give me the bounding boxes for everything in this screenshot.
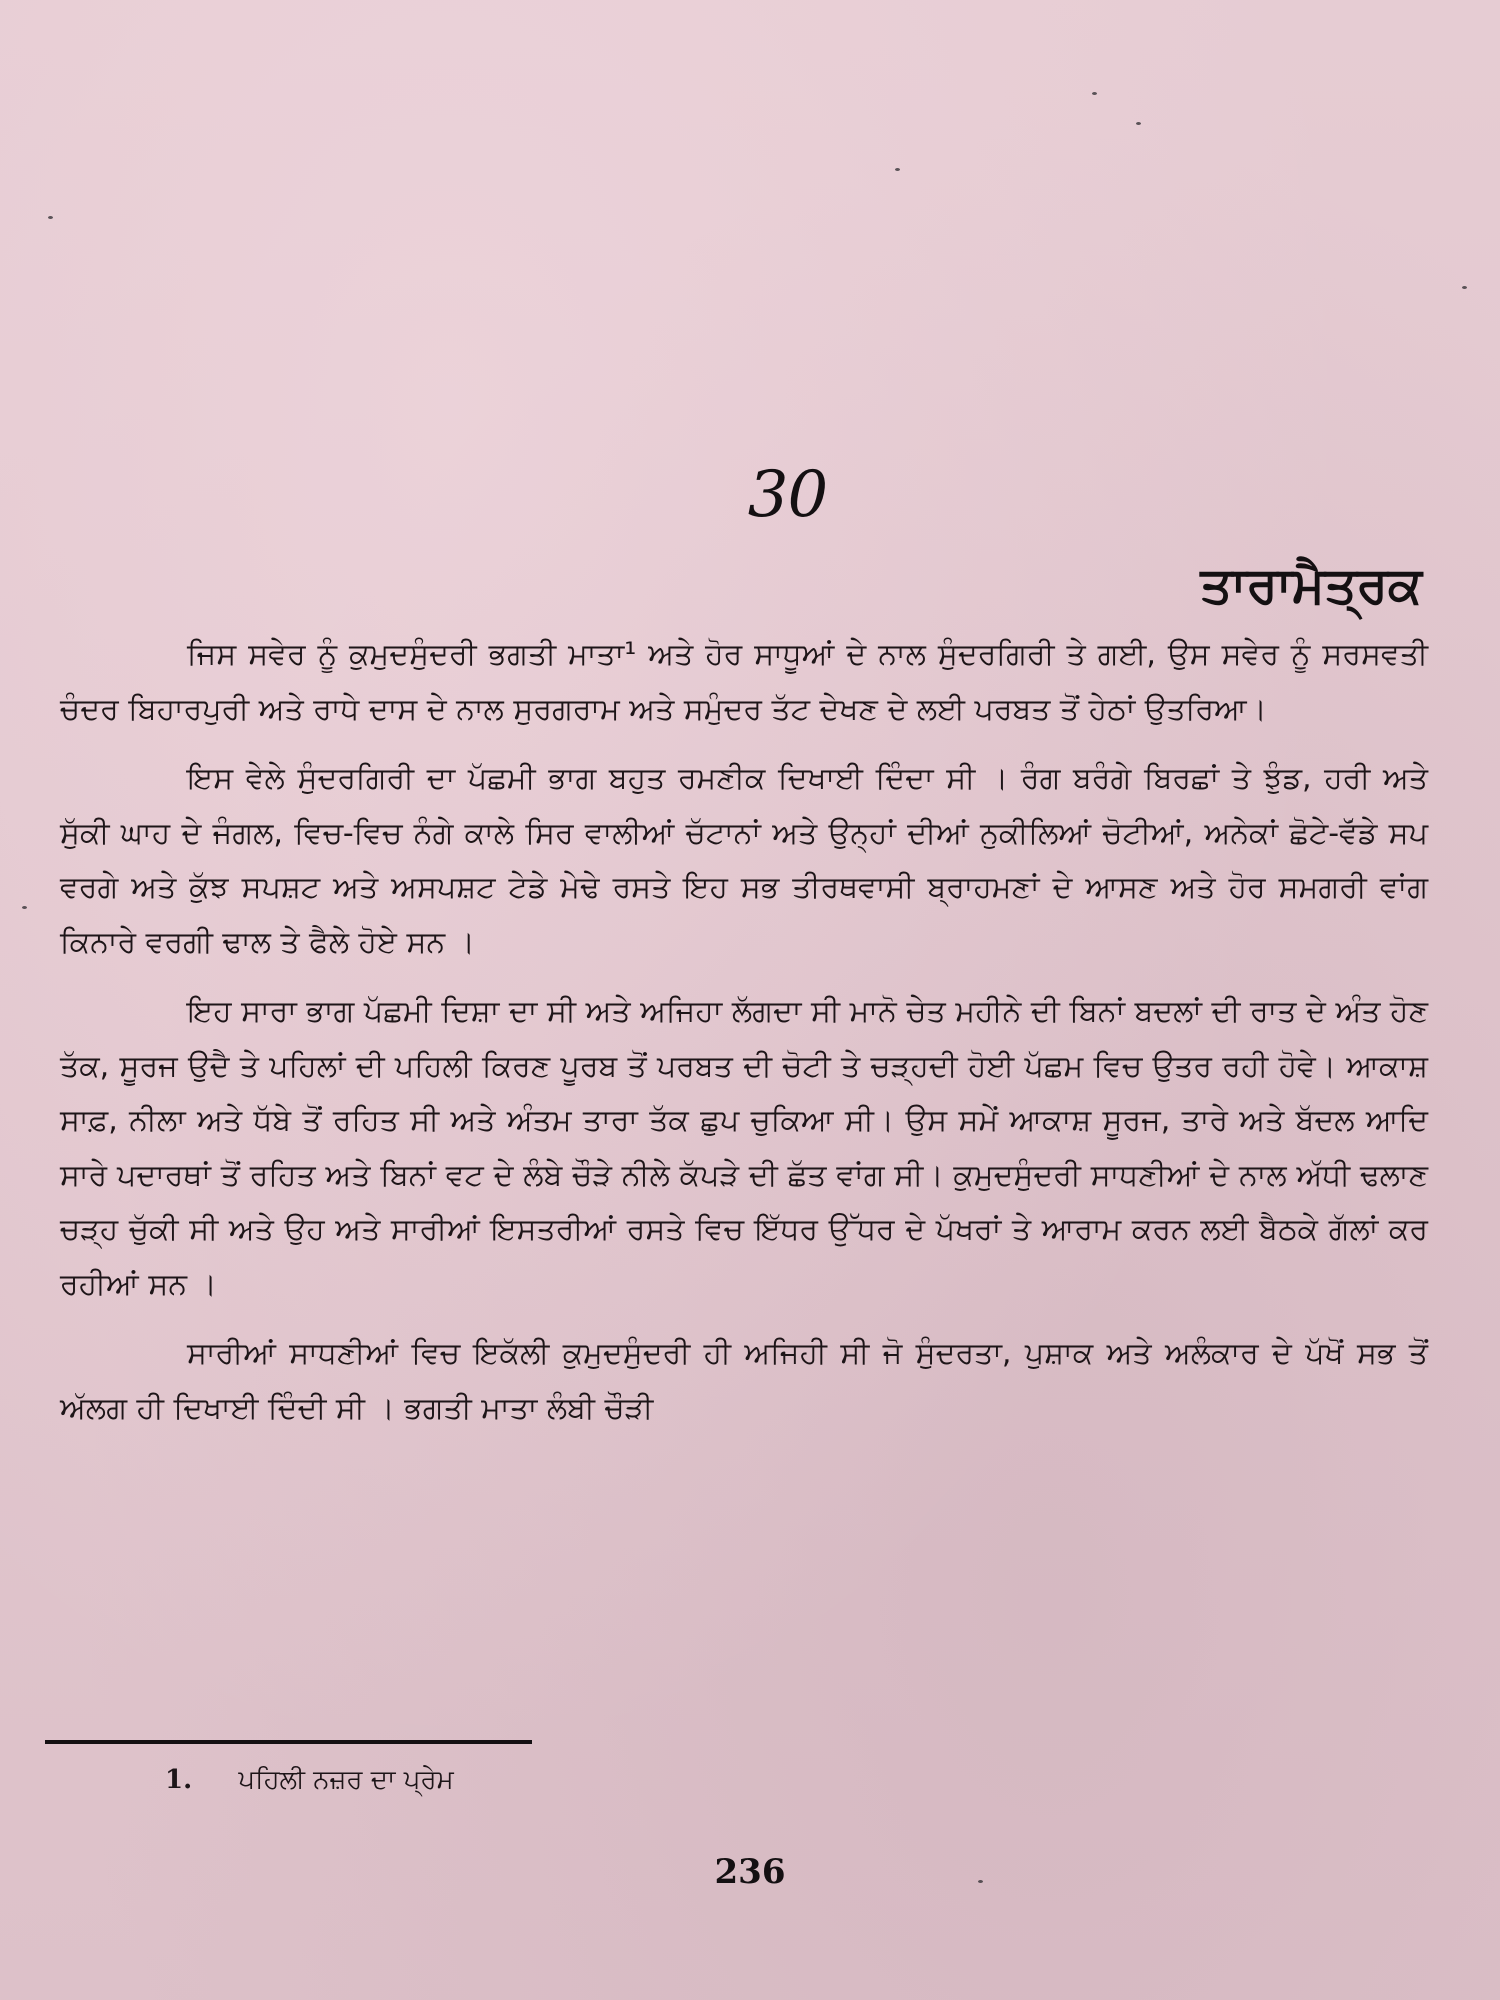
paper-speck [1462, 286, 1467, 289]
paragraph: ਜਿਸ ਸਵੇਰ ਨੂੰ ਕੁਮੁਦਸੁੰਦਰੀ ਭਗਤੀ ਮਾਤਾ¹ ਅਤੇ ਹੋਰ ਸਾਧੂਆਂ ਦੇ ਨਾਲ ਸੁੰਦਰਗਿਰੀ ਤੇ ਗਈ, ਉਸ ਸਵੇਰ ਨੂੰ ਸਰਸਵਤੀ ਚੰਦਰ ਬਿਹਾਰਪੁਰੀ ਅਤੇ ਰਾਧੇ ਦਾਸ ਦੇ ਨਾਲ ਸੁਰਗਰਾਮ ਅਤੇ ਸਮੁੰਦਰ ਤੱਟ ਦੇਖਣ ਦੇ ਲਈ ਪਰਬਤ ਤੋਂ ਹੇਠਾਂ ਉਤਰਿਆ। [60, 637, 1428, 727]
chapter-number: 30 [747, 458, 828, 532]
chapter-title: ਤਾਰਾਮੈਤ੍ਰਕ [1200, 556, 1422, 614]
footnote-divider [45, 1740, 532, 1744]
page-number: 236 [714, 1852, 786, 1892]
paragraph: ਇਹ ਸਾਰਾ ਭਾਗ ਪੱਛਮੀ ਦਿਸ਼ਾ ਦਾ ਸੀ ਅਤੇ ਅਜਿਹਾ ਲੱਗਦਾ ਸੀ ਮਾਨੋ ਚੇਤ ਮਹੀਨੇ ਦੀ ਬਿਨਾਂ ਬਦਲਾਂ ਦੀ ਰਾਤ ਦੇ ਅੰਤ ਹੋਣ ਤੱਕ, ਸੂਰਜ ਉਦੈ ਤੇ ਪਹਿਲਾਂ ਦੀ ਪਹਿਲੀ ਕਿਰਣ ਪੂਰਬ ਤੋਂ ਪਰਬਤ ਦੀ ਚੋਟੀ ਤੇ ਚੜ੍ਹਦੀ ਹੋਈ ਪੱਛਮ ਵਿਚ ਉਤਰ ਰਹੀ ਹੋਵੇ। ਆਕਾਸ਼ ਸਾਫ਼, ਨੀਲਾ ਅਤੇ ਧੱਬੇ ਤੋਂ ਰਹਿਤ ਸੀ ਅਤੇ ਅੰਤਮ ਤਾਰਾ ਤੱਕ ਛੁਪ ਚੁਕਿਆ ਸੀ। ਉਸ ਸਮੇਂ ਆਕਾਸ਼ ਸੂਰਜ, ਤਾਰੇ ਅਤੇ ਬੱਦਲ ਆਦਿ ਸਾਰੇ ਪਦਾਰਥਾਂ ਤੋਂ ਰਹਿਤ ਅਤੇ ਬਿਨਾਂ ਵਟ ਦੇ ਲੰਬੇ ਚੌੜੇ ਨੀਲੇ ਕੱਪੜੇ ਦੀ ਛੱਤ ਵਾਂਗ ਸੀ। ਕੁਮੁਦਸੁੰਦਰੀ ਸਾਧਣੀਆਂ ਦੇ ਨਾਲ ਅੱਧੀ ਢਲਾਣ ਚੜ੍ਹ ਚੁੱਕੀ ਸੀ ਅਤੇ ਉਹ ਅਤੇ ਸਾਰੀਆਂ ਇਸਤਰੀਆਂ ਰਸਤੇ ਵਿਚ ਇੱਧਰ ਉੱਧਰ ਦੇ ਪੱਖਰਾਂ ਤੇ ਆਰਾਮ ਕਰਨ ਲਈ ਬੈਠਕੇ ਗੱਲਾਂ ਕਰ ਰਹੀਆਂ ਸਨ । [60, 994, 1428, 1302]
paper-speck [1136, 122, 1141, 125]
chapter-body [60, 628, 1428, 1436]
paper-speck [22, 906, 27, 909]
paper-speck [1092, 92, 1097, 95]
paragraph: ਸਾਰੀਆਂ ਸਾਧਣੀਆਂ ਵਿਚ ਇਕੱਲੀ ਕੁਮੁਦਸੁੰਦਰੀ ਹੀ ਅਜਿਹੀ ਸੀ ਜੋ ਸੁੰਦਰਤਾ, ਪੁਸ਼ਾਕ ਅਤੇ ਅਲੰਕਾਰ ਦੇ ਪੱਖੋਂ ਸਭ ਤੋਂ ਅੱਲਗ ਹੀ ਦਿਖਾਈ ਦਿੰਦੀ ਸੀ । ਭਗਤੀ ਮਾਤਾ ਲੰਬੀ ਚੌੜੀ [60, 1336, 1428, 1426]
footnote-number: 1. [165, 1765, 193, 1795]
footnote [165, 1762, 454, 1798]
footnote-text: ਪਹਿਲੀ ਨਜ਼ਰ ਦਾ ਪ੍ਰੇਮ [238, 1765, 454, 1795]
paragraph: ਇਸ ਵੇਲੇ ਸੁੰਦਰਗਿਰੀ ਦਾ ਪੱਛਮੀ ਭਾਗ ਬਹੁਤ ਰਮਣੀਕ ਦਿਖਾਈ ਦਿੰਦਾ ਸੀ । ਰੰਗ ਬਰੰਗੇ ਬਿਰਛਾਂ ਤੇ ਝੁੰਡ, ਹਰੀ ਅਤੇ ਸੁੱਕੀ ਘਾਹ ਦੇ ਜੰਗਲ, ਵਿਚ-ਵਿਚ ਨੰਗੇ ਕਾਲੇ ਸਿਰ ਵਾਲੀਆਂ ਚੱਟਾਨਾਂ ਅਤੇ ਉਨ੍ਹਾਂ ਦੀਆਂ ਨੁਕੀਲਿਆਂ ਚੋਟੀਆਂ, ਅਨੇਕਾਂ ਛੋਟੇ-ਵੱਡੇ ਸਪ ਵਰਗੇ ਅਤੇ ਕੁੱਝ ਸਪਸ਼ਟ ਅਤੇ ਅਸਪਸ਼ਟ ਟੇਡੇ ਮੇਢੇ ਰਸਤੇ ਇਹ ਸਭ ਤੀਰਥਵਾਸੀ ਬ੍ਰਾਹਮਣਾਂ ਦੇ ਆਸਣ ਅਤੇ ਹੋਰ ਸਮਗਰੀ ਵਾਂਗ ਕਿਨਾਰੇ ਵਰਗੀ ਢਾਲ ਤੇ ਫੈਲੇ ਹੋਏ ਸਨ । [60, 761, 1428, 960]
paper-speck [895, 168, 900, 171]
paper-speck [48, 216, 53, 219]
